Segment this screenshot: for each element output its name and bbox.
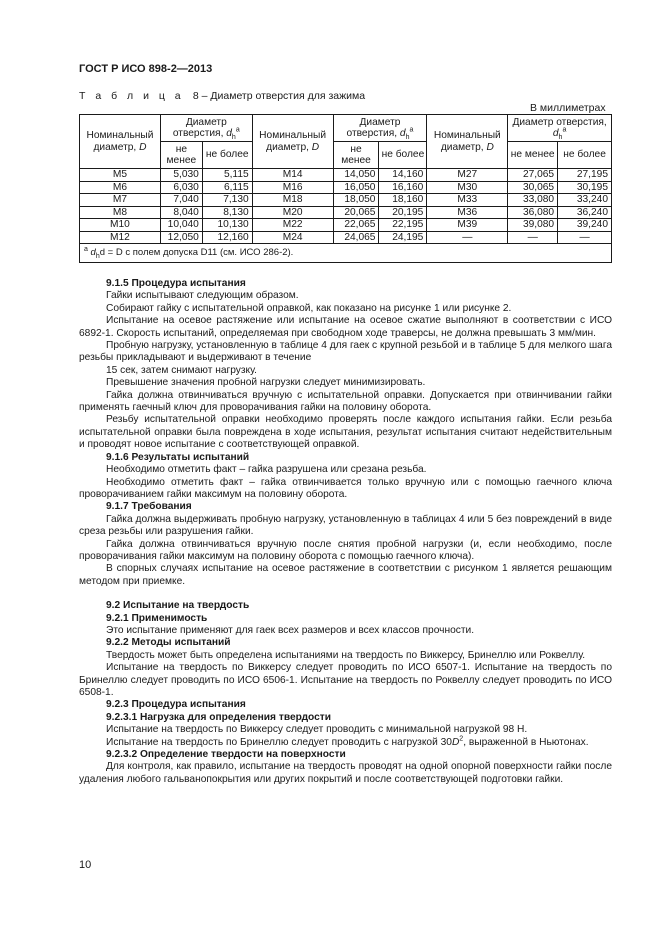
table-footnote: $^a$ $d_hd = D$ с полем допуска D11 (см. ИСО 286-2). bbox=[80, 244, 612, 263]
max-header: не более bbox=[558, 142, 612, 169]
table-cell: 24,195 bbox=[379, 231, 427, 244]
section-heading: 9.2.3 Процедура испытания bbox=[106, 699, 246, 711]
table-cell: 33,240 bbox=[558, 194, 612, 207]
table-cell: M14 bbox=[252, 169, 333, 182]
table-cell: 7,040 bbox=[160, 194, 202, 207]
table-cell: 14,160 bbox=[379, 169, 427, 182]
hole-diameter-header: Диаметр отверстия, $d_h^a$ bbox=[508, 115, 612, 142]
table-row bbox=[80, 219, 612, 232]
table-row bbox=[80, 181, 612, 194]
table-cell: 20,065 bbox=[333, 206, 379, 219]
table-cell: 18,050 bbox=[333, 194, 379, 207]
table-cell: 30,195 bbox=[558, 181, 612, 194]
table-units: В миллиметрах bbox=[530, 102, 606, 114]
table-cell: — bbox=[508, 231, 558, 244]
table-cell: 22,195 bbox=[379, 219, 427, 232]
hole-diameter-header: Диаметр отверстия, $d_h^a$ bbox=[333, 115, 427, 142]
table-cell: 18,160 bbox=[379, 194, 427, 207]
paragraph: Гайки испытывают следующим образом. bbox=[106, 290, 299, 302]
table-cell: M12 bbox=[80, 231, 161, 244]
paragraph: Превышение значения пробной нагрузки следует минимизировать. bbox=[106, 377, 426, 389]
min-header: не менее bbox=[160, 142, 202, 169]
table-cell: 16,050 bbox=[333, 181, 379, 194]
table-cell: M33 bbox=[427, 194, 508, 207]
table-cell: 39,240 bbox=[558, 219, 612, 232]
table-caption-prefix: Т а б л и ц а bbox=[79, 90, 185, 102]
table-cell: 39,080 bbox=[508, 219, 558, 232]
section-heading: 9.2.2 Методы испытаний bbox=[106, 637, 231, 649]
paragraph: Твердость может быть определена испытаниями на твердость по Виккерсу, Бринеллю или Роквеллу. bbox=[106, 649, 586, 661]
table-cell: M8 bbox=[80, 206, 161, 219]
table-row bbox=[80, 206, 612, 219]
section-heading: 9.2.3.2 Определение твердости на поверхности bbox=[106, 749, 346, 761]
table-cell: 8,130 bbox=[202, 206, 252, 219]
table-cell: 12,160 bbox=[202, 231, 252, 244]
table-cell: 27,195 bbox=[558, 169, 612, 182]
table-cell: M24 bbox=[252, 231, 333, 244]
section-heading: 9.2.1 Применимость bbox=[106, 612, 208, 624]
table-caption-number: 8 bbox=[192, 90, 199, 102]
section-heading: 9.1.7 Требования bbox=[106, 501, 192, 513]
paragraph: Для контроля, как правило, испытание на твердость проводят на одной опорной поверхности гайки после удаления любого гальванопокрытия или других покрытий и после соответствующей подготовки гайки. bbox=[79, 761, 612, 785]
table-cell: 6,115 bbox=[202, 181, 252, 194]
table-cell: 36,240 bbox=[558, 206, 612, 219]
table-cell: 10,040 bbox=[160, 219, 202, 232]
table-cell: 22,065 bbox=[333, 219, 379, 232]
table-cell: 5,115 bbox=[202, 169, 252, 182]
section-heading: 9.2.3.1 Нагрузка для определения твердости bbox=[106, 711, 332, 723]
table-cell: 8,040 bbox=[160, 206, 202, 219]
hole-diameter-table bbox=[79, 114, 612, 263]
table-cell: 10,130 bbox=[202, 219, 252, 232]
paragraph: Испытание на твердость по Виккерсу следует проводить с минимальной нагрузкой 98 Н. bbox=[106, 724, 528, 736]
paragraph: Собирают гайку с испытательной оправкой, как показано на рисунке 1 или рисунке 2. bbox=[106, 302, 512, 314]
table-cell: M20 bbox=[252, 206, 333, 219]
paragraph: Необходимо отметить факт – гайка разрушена или срезана резьба. bbox=[106, 464, 427, 476]
paragraph: Испытание на твердость по Виккерсу следует проводить по ИСО 6507-1. Испытание на твердость по Бринеллю следует проводить по ИСО 6506-1. Испытание на твердость по Роквеллу следует проводить по ИСО 6508-1. bbox=[79, 662, 612, 698]
table-row bbox=[80, 169, 612, 182]
paragraph: Гайка должна выдерживать пробную нагрузку, установленную в таблицах 4 или 5 без повреждений в виде среза резьбы или разрушения гайки. bbox=[79, 513, 612, 538]
table-cell: 36,080 bbox=[508, 206, 558, 219]
table-body bbox=[80, 169, 612, 244]
table-cell: M16 bbox=[252, 181, 333, 194]
paragraph: Необходимо отметить факт – гайка отвинчивается только вручную или с помощью гаечного ключа проворачиванием гайки максимум на половину оборота. bbox=[79, 476, 612, 500]
paragraph: Гайка должна отвинчиваться вручную с испытательной оправки. Допускается при отвинчивании гайки применять гаечный ключ для проворачивания гайки на половину оборота. bbox=[79, 389, 612, 414]
table-cell: M22 bbox=[252, 219, 333, 232]
paragraph: 15 сек, затем снимают нагрузку. bbox=[106, 364, 257, 376]
paragraph: Резьбу испытательной оправки необходимо проверять после каждого испытания гайки. Если резьба испытательной оправки была повреждена в ходе испытания, результат испытания считают недействительным и проводят новое испытание с соответствующей оправкой. bbox=[79, 414, 612, 451]
section-heading: 9.1.5 Процедура испытания bbox=[106, 278, 246, 289]
table-cell: M7 bbox=[80, 194, 161, 207]
document-header: ГОСТ Р ИСО 898-2—2013 bbox=[79, 63, 213, 75]
table-cell: 20,195 bbox=[379, 206, 427, 219]
section-heading: 9.2 Испытание на твердость bbox=[106, 600, 250, 612]
table-cell: M6 bbox=[80, 181, 161, 194]
table-cell: 30,065 bbox=[508, 181, 558, 194]
spacer bbox=[79, 588, 612, 600]
table-cell: 27,065 bbox=[508, 169, 558, 182]
max-header: не более bbox=[202, 142, 252, 169]
table-cell: 16,160 bbox=[379, 181, 427, 194]
nominal-diameter-header: Номинальный диаметр, D bbox=[427, 115, 508, 169]
table-cell: 12,050 bbox=[160, 231, 202, 244]
nominal-diameter-header: Номинальный диаметр, D bbox=[80, 115, 161, 169]
paragraph: Пробную нагрузку, установленную в таблице 4 для гаек с крупной резьбой и в таблице 5 для мелкого шага резьбы прикладывают и выдерживают в течение bbox=[79, 340, 612, 364]
table-cell: M39 bbox=[427, 219, 508, 232]
min-header: не менее bbox=[333, 142, 379, 169]
table-cell: M10 bbox=[80, 219, 161, 232]
max-header: не более bbox=[379, 142, 427, 169]
table-cell: — bbox=[558, 231, 612, 244]
nominal-diameter-header: Номинальный диаметр, D bbox=[252, 115, 333, 169]
body-text bbox=[79, 278, 612, 786]
paragraph: Испытание на твердость по Бринеллю следует проводить с нагрузкой $30D^2$, выраженной в Ньютонах. bbox=[106, 735, 589, 748]
paragraph: Это испытание применяют для гаек всех размеров и всех классов прочности. bbox=[106, 624, 475, 636]
table-cell: 5,030 bbox=[160, 169, 202, 182]
hole-diameter-header: Диаметр отверстия, $d_h^a$ bbox=[160, 115, 252, 142]
table-row bbox=[80, 231, 612, 244]
table-row bbox=[80, 194, 612, 207]
table-cell: M36 bbox=[427, 206, 508, 219]
table-cell: M5 bbox=[80, 169, 161, 182]
table-cell: 24,065 bbox=[333, 231, 379, 244]
section-heading: 9.1.6 Результаты испытаний bbox=[106, 451, 250, 463]
table-cell: 6,030 bbox=[160, 181, 202, 194]
table-cell: 33,080 bbox=[508, 194, 558, 207]
page-number: 10 bbox=[79, 859, 92, 871]
min-header: не менее bbox=[508, 142, 558, 169]
table-cell: M30 bbox=[427, 181, 508, 194]
table-cell: 7,130 bbox=[202, 194, 252, 207]
table-caption bbox=[79, 90, 365, 102]
table-cell: 14,050 bbox=[333, 169, 379, 182]
table-cell: — bbox=[427, 231, 508, 244]
paragraph: Испытание на осевое растяжение или испытание на осевое сжатие выполняют в соответствии с ИСО 6892-1. Скорость испытаний, определяемая при свободном ходе траверсы, не должна превышать 3 мм/мин. bbox=[79, 315, 612, 339]
table-cell: M27 bbox=[427, 169, 508, 182]
table-cell: M18 bbox=[252, 194, 333, 207]
paragraph: В спорных случаях испытание на осевое растяжение в соответствии с рисунком 1 является решающим методом при приемке. bbox=[79, 563, 612, 587]
paragraph: Гайка должна отвинчиваться вручную после снятия пробной нагрузки (и, если необходимо, после проворачивания гайки максимум на половину оборота с помощью гаечного ключа). bbox=[79, 538, 612, 562]
table-caption-text: – Диаметр отверстия для зажима bbox=[198, 90, 366, 102]
